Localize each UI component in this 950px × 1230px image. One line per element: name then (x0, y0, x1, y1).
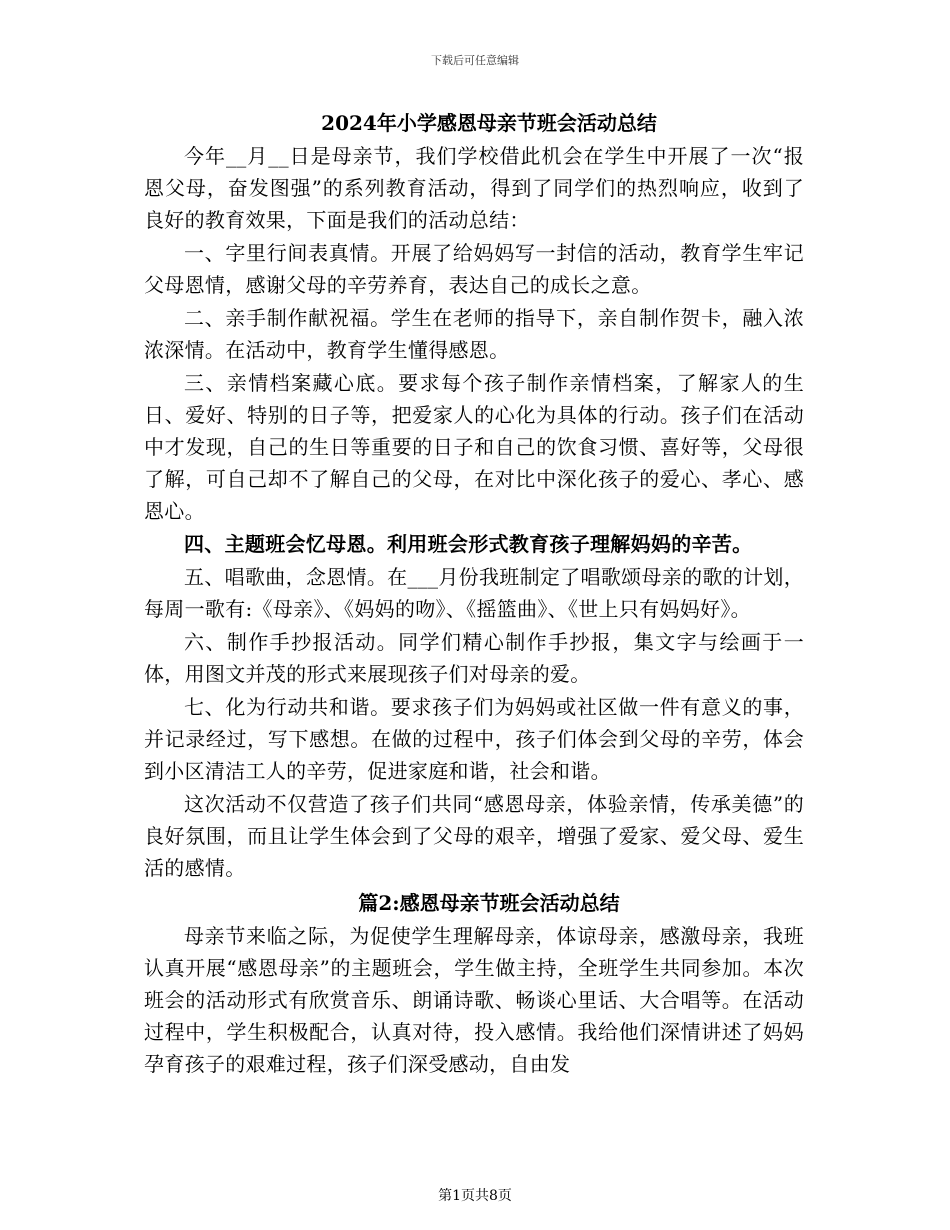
page-header-note: 下载后可任意编辑 (431, 54, 519, 67)
paragraph-item-6: 六、制作手抄报活动。同学们精心制作手抄报，集文字与绘画于一体，用图文并茂的形式来展现孩子们对母亲的爱。 (144, 630, 804, 686)
section-2-paragraph: 母亲节来临之际，为促使学生理解母亲，体谅母亲，感激母亲，我班认真开展“感恩母亲”的主题班会，学生做主持，全班学生共同参加。本次班会的活动形式有欣赏音乐、朗诵诗歌、畅谈心里话、大合唱等。在活动过程中，学生积极配合，认真对待，投入感情。我给他们深情讲述了妈妈孕育孩子的艰难过程，孩子们深受感动，自由发 (144, 924, 804, 1076)
paragraph-item-2: 二、亲手制作献祝福。学生在老师的指导下，亲自制作贺卡，融入浓浓深情。在活动中，教育学生懂得感恩。 (144, 306, 804, 362)
page-number: 第1页共8页 (438, 1188, 512, 1204)
document-title: 2024年小学感恩母亲节班会活动总结 (321, 111, 657, 135)
paragraph-item-7: 七、化为行动共和谐。要求孩子们为妈妈或社区做一件有意义的事，并记录经过，写下感想。在做的过程中，孩子们体会到父母的辛劳，体会到小区清洁工人的辛劳，促进家庭和谐，社会和谐。 (144, 695, 804, 783)
paragraph-item-3: 三、亲情档案藏心底。要求每个孩子制作亲情档案，了解家人的生日、爱好、特别的日子等，把爱家人的心化为具体的行动。孩子们在活动中才发现，自己的生日等重要的日子和自己的饮食习惯、喜好等，父母很了解，可自己却不了解自己的父母，在对比中深化孩子的爱心、孝心、感恩心。 (144, 371, 804, 523)
paragraph-item-1: 一、字里行间表真情。开展了给妈妈写一封信的活动，教育学生牢记父母恩情，感谢父母的辛劳养育，表达自己的成长之意。 (144, 241, 804, 297)
paragraph-item-5: 五、唱歌曲，念恩情。在___月份我班制定了唱歌颂母亲的歌的计划，每周一歌有:《母亲》、《妈妈的吻》、《摇篮曲》、《世上只有妈妈好》。 (144, 565, 804, 621)
section-2-title: 篇2:感恩母亲节班会活动总结 (358, 891, 620, 915)
paragraph-item-4: 四、主题班会忆母恩。利用班会形式教育孩子理解妈妈的辛苦。 (184, 532, 753, 556)
paragraph-conclusion: 这次活动不仅营造了孩子们共同“感恩母亲，体验亲情，传承美德”的良好氛围，而且让学生体会到了父母的艰辛，增强了爱家、爱父母、爱生活的感情。 (144, 792, 804, 880)
document-body (144, 106, 804, 1080)
paragraph-intro: 今年__月__日是母亲节，我们学校借此机会在学生中开展了一次“报恩父母，奋发图强”的系列教育活动，得到了同学们的热烈响应，收到了良好的教育效果，下面是我们的活动总结： (144, 144, 804, 232)
